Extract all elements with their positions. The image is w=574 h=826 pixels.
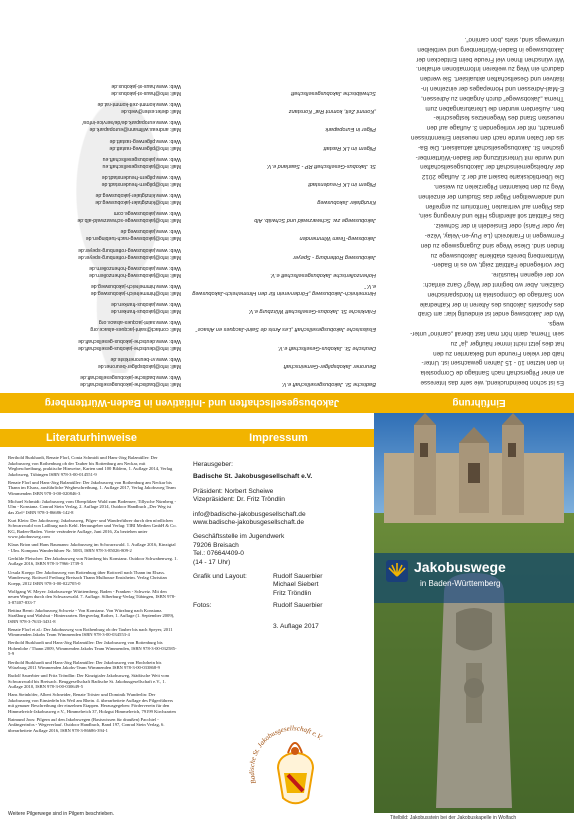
gesellschaft-entry [6,118,376,132]
gesellschaft-name: Beuroner Jakobspilger-Gemeinschaft [283,362,376,369]
einfuehrung-line: wegs. [547,320,564,328]
einfuehrung-line: Das Faltblatt soll allerdings Hilfe und Anregung sein, [418,212,564,220]
gesellschaft-name: Deutsche St. Jakobus-Gesellschaft e.V. [277,344,376,351]
gesellschaft-entry [6,228,376,242]
logo-graphic [238,713,348,813]
society-logo [238,713,348,813]
einfuehrung-line: dadurch ein Weg zu weiteren Informationen erhalten. [416,65,564,73]
fotos-label: Fotos: [193,602,212,610]
impressum-heading: Impressum [183,429,374,447]
plz-text: 79206 Breisach [193,541,239,549]
gesellschaft-contact [6,337,181,351]
gesellschaft-contact [6,264,181,278]
gesellschaft-web[interactable]: Web: www.jakobusgesellschaft.eu [102,155,181,162]
gesellschaft-name: St. Jakobus-Gesellschaft RP - Saarland e.V. [266,162,376,169]
gesellschaft-mail[interactable]: Mail: info@jakobsweg-nach-tuebingen.de [85,235,181,242]
gesellschaft-web[interactable]: Web: www.kinzigtaler-jakobusweg.de [95,192,181,199]
einfuehrung-line: ben. Außerdem wurden die Literaturangaben zum [425,104,564,112]
gesellschaft-entry [6,173,376,187]
gesellschaft-web[interactable]: Web: www.haus-st-jakobus.de [111,83,181,89]
gesellschaft-mail[interactable]: Mail: info@pilgerweg-rastatt.de [109,144,181,151]
gesellschaft-contact [6,191,181,205]
impressum-column [183,413,374,826]
grafik-name: Fritz Tröndlin [273,589,312,597]
literatur-heading: Literaturhinweise [0,429,183,447]
gesellschaft-entry [6,264,376,278]
cathedral-illustration [374,413,574,826]
literatur-entry: Berthold Burkhardt und Hans-Jörg Balzmüller: Der Jakobusweg von Rottenburg bis Hohenlohe / Thann 2009, Wimmenden Jakobs Team Wimmenden, ISBN 978-3-00-032585-5-9 [8,640,177,657]
gesellschaft-mail[interactable]: Mail: info@jakobspilger-beuroner.de [97,362,181,369]
gesellschaft-contact [6,300,181,314]
einfuehrung-line: sis der Daten wurde nach den neuesten Erkenntnissen [411,134,564,142]
literatur-entry: Ursula Koepp: Der Jakobusweg von Rottenburg über Rottweil nach Thann im Elsass. Wanderweg. Rottweil Freiburg Breisach Thann Mulhouse Ensisheim. Verlag Christian Koepp, 2012 ISBN 978-3-00-022705-0 [8,569,167,586]
einfuehrung-line: und wurde mit Unterstützung der Baden-Württember- [415,153,564,161]
einfuehrung-line: Es ist schon beeindruckend, wie sehr das Interesse [420,379,564,386]
vizepraesident-text: Vizepräsident: Dr. Fritz Tröndlin [193,496,285,504]
gesellschaft-web[interactable]: Web: www.pilgern-freudenstadt.de [101,173,181,180]
einfuehrung-text [392,34,564,387]
literatur-column [0,413,183,826]
fotos-name: Rudolf Sauerbier [273,602,323,610]
einfuehrung-line: von Santiago de Compostela im Nordspanischen [427,290,564,298]
gesellschaft-web[interactable]: Web: www.jakobuswege.com [113,210,181,217]
cover-caption: Titelbild: Jakobusstein bei der Jakobuskapelle in Wolfach [390,815,517,821]
web-link[interactable]: www.badische-jakobusgesellschaft.de [193,519,305,527]
email-link[interactable]: info@badische-jakobusgesellschaft.de [193,510,306,518]
literatur-entry: Rudolf Sauerbier und Fritz Tröndlin: Der Kinzigtaler Jakobusweg, Städtische Weit vom Schwarzwald bis Breisach. Beuggesellschaft Badische St. Jakobusgesellschaft e.V., 1. Auflage 2010, ISBN 978-3-00-030649-5 [8,673,170,690]
literatur-entry: Bettina Bernt: Jakobusweg Schweiz - Von Konstanz. Von Würzburg nach Konstanz. Straßburg und Walshut - Hinterzarten. Bergverlag Rother, 1. Auflage (1. September 2009), ISBN 978-3-7633-3431-8 [8,607,175,624]
gesellschaft-name: Himmelreich-Jakobusweg „Förderverein für den Himmelreich-Jakobusweg e.V.“ [192,283,376,297]
gesellschaft-contact [6,100,181,114]
gesellschaft-name: Pilgern im LK Rastatt [323,144,376,151]
literatur-entry: Hans Steinhöfer, Albert Schneider, Renate Tröster und Dominik Wunderlin: Der Jakobusweg von Einsiedeln bis Weil am Rhein. 4. überarbeitete Auflage des Pilgerführers mit genauer Beschreibung der einzelnen Etappen. Herausgegeben: Förderverein für den Himmelreich-Jakobusweg e.V., Himmelreich 37, Holzgut Himmelreich, 79199 Kirchzarten [8,692,176,714]
einfuehrung-line: E-Mail-Adressen und Homepages der einzelnen In- [420,85,564,93]
literatur-entry: Raimund Joos: Pilgern auf den Jakobswegen (Basiswissen für draußen) Pacchiel - Anfängerinfos - Wegeverlauf. Outdoor Handbuch, Band 197, Conrad Stein Verlag, 6. überarbeitete Auflage 2016, ISBN 978-3-86686-394-1 [8,716,165,733]
grafik-name: Rudolf Sauerbier [273,573,323,581]
gesellschaft-name: Fränkische St. Jakobus-Gesellschaft Würzburg e.V. [248,308,376,315]
gesellschaft-entry [6,300,376,314]
literatur-list [8,455,178,736]
einfuehrung-line: Der vorliegende Faltblatt zeigt, wo es in Baden- [431,261,564,269]
grafik-row [193,573,368,598]
gesellschaft-web[interactable]: Web: www.kommt-zeit-kommt-rat.de [97,101,181,108]
einfuehrung-line: gischen St. Jakobusgesellschaft aktualisiert. Die Ba- [418,143,564,151]
einfuehrung-line: in den letzten 10 - 15 Jahren gewachsen ist. Unter- [421,359,564,367]
gesellschaften-heading: Jakobusgesellschaften und -Initiativen in Baden-Württemberg [0,393,384,413]
gesellschaft-contact [6,246,181,260]
einfuehrung-column [384,0,574,413]
literatur-entry: Berthold Burkhardt und Hans-Jörg Balzmüller: Der Jakobusweg von Hochrhein bis Würzburg 2011 Wimmenden Jakobs-Team Wimmenden ISBN 978-3-00-033868-9 [8,659,162,671]
cover-panel [374,413,574,826]
gesellschaft-mail[interactable]: Mail: info@jakobusweg-hohenzollern.de [88,271,181,278]
zeiten-text: (14 - 17 Uhr) [193,558,231,566]
gesellschaft-contact [6,209,181,223]
gesellschaft-mail[interactable]: Mail: info@jakobusweg-rottenburg-speyer.de [77,253,181,260]
gesellschaft-name: Pilgern im LK Freudenstadt [308,180,376,187]
literatur-entry: Renate Florl und Hans-Jörg Balzmüller: Der Jakobusweg von Rothenburg am Neckar bis Thann im Elsass, ausführliche Wegbeschreibung, 1. Auflage 2017, Verlag Jakobsweg Team Wimmenden ISBN 978-3-00-020846-3 [8,479,176,496]
einfuehrung-line: finden sind. Diese Wege sind Zugangswege zu den [420,241,564,249]
gesellschaft-name: Schwäbische Jakobusgesellschaft [291,90,376,96]
einfuehrung-line: vor der eigenen Haustüre. [491,271,564,279]
gesellschaft-entry [6,209,376,223]
gesellschaft-web[interactable]: Web: www.vr-beuronerkiste.de [110,355,181,362]
gesellschaft-contact [6,137,181,151]
einfuehrung-line: lay oder Paris) oder Einsiedeln in der Schweiz. [433,222,564,230]
gesellschaft-name: Jakobusweg Rottenburg - Speyer [292,253,376,260]
einfuehrung-line: an einer Pilgerschaft nach Santiago de Compostela [420,369,564,377]
praesident-text: Präsident: Norbert Scheiwe [193,487,274,495]
auflage-text: 3. Auflage 2017 [273,622,319,630]
logo-text: Badische St. Jakobusgesellschaft e.V. [247,724,324,785]
gesellschaft-mail[interactable]: Mail: info@jakobus-franken.de [110,308,181,315]
einfuehrung-line: der Arbeitsgemeinschaft der Jakobusgesellschaften [420,163,564,171]
literatur-entry: Kurt Klein: Der Jakobsweg: Jakobusweg, Pilger- und Wanderführer durch den nördlichen Schwarzwald von Loßburg nach Kehl. Herausgeber und Verlag: TIBI Medien GmbH & Co. KG, Baden-Baden. Vierte veränderte Auflage, Juni 2016, Zu beziehen unter www.jakobusweg.com [8,517,177,540]
gesellschaft-name: Pilger in Europapark [325,126,376,133]
gesellschaft-web[interactable]: Web: www.jakobusweg-rottenburg-speyer.de [78,246,181,253]
herausgeber-name: Badische St. Jakobusgesellschaft e.V. [193,473,313,481]
einfuehrung-line: hat dies jetzt nicht immer häufiger „ja“ zu [450,339,564,347]
gesellschaft-web[interactable]: Web: www.badische-jakobusgesellschaft.de [80,374,181,380]
gesellschaft-name: Hohenzollerische Jakobusgesellschaft e.V. [270,271,376,278]
gesellschaft-entry [6,100,376,114]
gesellschaft-contact [6,282,181,296]
gesellschaft-mail[interactable]: Mail: info@kinzigtaler-jakobusweg.de [95,199,181,206]
einfuehrung-line: itiativen und Gesellschaften aktualisiert. Sie werden [420,75,564,83]
gesellschaft-mail[interactable]: Mail: info@himmelreich-jakobusweg.de [90,290,181,297]
gesellschaft-mail[interactable]: Mail: andreas.willmann@europapark.de [89,126,181,133]
literatur-entry: Klaus Brion und Hans Baumann: Jakobusweg im Schwarzwald. 1. Auflage 2016, Kinzigtal - Ulm. Kompass Wanderführer Nr. 5083, ISBN 978-3-85026-809-2 [8,542,176,553]
geschaeftsstelle-text: Geschäftsstelle im Jugendwerk [193,533,285,541]
einfuehrung-line: unterwegs sind, stets „bon camino“. [464,36,564,44]
einfuehrung-line: sein Thema, darin hört man fast überall „camino“ unter- [410,330,564,338]
gesellschaft-web[interactable]: Web: www.jakobusweg.de [120,228,181,235]
gesellschaft-entry [6,318,376,332]
einfuehrung-line: Wir wünschen Ihnen viel Freude beim Entdecken der [416,55,564,63]
gesellschaft-entry [6,373,376,387]
gesellschaft-entry [6,191,376,205]
gesellschaften-column [0,0,384,413]
gesellschaft-entry [6,337,376,351]
gesellschaft-mail[interactable]: Mail: info@pilgern-freudenstadt.de [101,180,181,187]
einfuehrung-line: Galizien. Aber wo beginnt der Weg? Ganz einfach: [423,281,564,289]
einfuehrung-line: Die Überblickskarte basiert auf der 2. Auflage 2012 [421,173,564,181]
grafik-names [273,573,322,598]
literatur-entry: Gerhilde Fleischer: Der Jakobusweg von Nürnberg bis Konstanz. Outdoor Schwabenweg. 1. Auflage 2016, ISBN 978-3-7966-1739-5 [8,555,178,567]
grafik-name: Michael Siebert [273,581,319,589]
einfuehrung-line: das Pilgern auf vertrauten Territorium zu ergreifen [425,202,564,210]
gesellschaft-name: „Kommt Zeit, kommt Rat“ Konstanz [288,108,376,115]
gesellschaft-contact [6,228,181,242]
gesellschaft-contact [6,318,181,332]
cover-subtitle: in Baden-Württemberg [420,579,501,588]
gesellschaft-name: Elsässische Jakobusgesellschaft „Les Amis de Saint-Jacques en Alsace“ [195,326,376,333]
einfuehrung-line: und anderweitigen Pilger das Studium der einzelnen [418,192,564,200]
grafik-label: Grafik und Layout: [193,573,247,581]
literatur-entry: Wolfgang W. Meyer: Jakobuswege Württemberg. Baden - Franken - Schweiz. Mit den neuen Wegen durch den Schwarzwald. 7. Auflage. Silberburg-Verlag Tübingen, ISBN 978-3-87407-833-7 [8,588,176,605]
tel-text: Tel.: 07664/409-0 [193,550,244,558]
einfuehrung-line: Wo der Jakobsweg endet ist eindeutig klar: am Grab [417,310,564,318]
herausgeber-label: Herausgeber: [193,461,233,468]
gesellschaft-name: Jakobsweg-Team Wimmenden [299,235,376,242]
einfuehrung-line: Jakobuswege in Baden-Württemberg und verbleiben [417,45,564,53]
gesellschaft-mail[interactable]: Mail: contact@saint-jacques-alsace.org [90,326,181,333]
einfuehrung-line: neuesten Stand des Wegenetzes festgeschrie- [433,114,564,122]
gesellschaften-list [6,78,376,387]
gesellschaft-mail[interactable]: Mail: info@deutsche-jakobus-gesellschaft.de [77,344,181,351]
gesellschaft-entry [6,155,376,169]
einfuehrung-line: Fernwegen in Frankreich (Le Puy-en-Velay, Véze- [424,232,564,240]
gesellschaft-mail[interactable]: Mail: info@jakobusgesellschaft.eu [102,162,181,169]
gesellschaft-mail[interactable]: Mail: dieter.ester@web.de [120,108,181,115]
gesellschaft-name: Jakobuswege zw. Schwarzwald und Schwäb. Alb [254,217,376,224]
gesellschaft-name: Badische St. Jakobusgesellschaft e.V. [281,381,376,387]
gesellschaft-contact [6,118,181,132]
literatur-entry: Berthold Burkhardt, Renate Florl, Conia Schmidt und Hans-Jörg Balzmüller: Der Jakobusweg von Rothenburg ob der Tauber bis Rottenburg am Neckar, mit Wegbeschreibung, praktische Hinweise, Karten und 100 Bildern, 1. Auflage 2014, Verlag Jakobsweg, Tübingen ISBN 978-3-00-014551-9 [8,455,173,477]
gesellschaft-web[interactable]: Web: www.pilgerweg-rastatt.de [109,137,181,144]
einfuehrung-line: Weg zu den bekannten Pilgerzielen zu weisen. [433,183,564,191]
gesellschaft-entry [6,355,376,369]
einfuehrung-heading: Einführung [384,393,574,413]
einfuehrung-line: Württemberg bereits etablierte Jakobuswege zu [430,251,564,259]
outer-panel [0,413,574,826]
gesellschaft-web[interactable]: Web: www.deutsche-jakobus-gesellschaft.de [78,337,181,344]
gesellschaft-contact [6,155,181,169]
gesellschaft-contact [6,373,181,387]
fotos-row [193,602,368,610]
gesellschaft-mail[interactable]: Mail: info@haus-st-jakobus.de [111,90,181,96]
gesellschaft-web[interactable]: Web: www.saint-jacques-alsace.org [98,319,181,326]
gesellschaft-web[interactable]: Web: www.himmelreich-jakobusweg.de [90,283,181,290]
gesellschaft-entry [6,282,376,296]
gesellschaft-entry [6,137,376,151]
gesellschaft-mail[interactable]: Mail: info@badische-jakobusgesellschaft.de [79,381,181,387]
gesellschaft-web[interactable]: Web: www.jakobus-franken.de [111,301,181,308]
gesellschaft-entry [6,246,376,260]
scallop-shell-icon [386,560,408,582]
literatur-footer: Weitere Pilgerwege sind in Pilgern beschrieben. [8,811,115,817]
gesellschaft-entry [6,82,376,96]
gesellschaft-name: Kinzigtaler Jakobusweg [317,199,376,206]
gesellschaft-web[interactable]: Web: www.jakobusweg-hohenzollern.de [89,264,181,271]
literatur-entry: Renate Florl et al.: Der Jakobusweg von Rothenburg ob der Tauber bis nach Speyer, 2011 Wimmenden Jakobs Team Wimmenden ISBN 978-3-00-034553-4 [8,626,173,638]
einfuehrung-line: gemacht, mit der vorliegenden 3. Auflage auf den [426,124,564,132]
gesellschaft-contact [6,355,181,369]
cover-title: Jakobuswege [414,559,506,575]
gesellschaft-contact [6,173,181,187]
einfuehrung-line: halb der vielen Freunde und Bekannten zu den [433,349,564,357]
einfuehrung-line: des Apostels Jakobus des Älteren in der Kathedrale [419,300,564,308]
gesellschaft-web[interactable]: Web: www.europapark.de/de/service-infos/ [82,119,181,126]
impressum-block [193,461,368,631]
literatur-entry: Michael Schmidt: Jakobusweg vom Oberpfälzer Wald zum Bodensee, Tillysche Nürnberg - Ulm - Konstanz. Conrad Stein Verlag, 2. Auflage 2014, Outdoor Handbuch „Der Weg ist das Ziel“ ISBN 978-3-86686-142-8 [8,498,176,515]
gesellschaft-contact [6,82,181,96]
einfuehrung-line: Thema „Jakobswege“ durch Angaben zu Adressen, [421,94,564,102]
gesellschaft-mail[interactable]: Mail: info@jakobuswege-schwarzwald-alb.de [77,217,181,224]
